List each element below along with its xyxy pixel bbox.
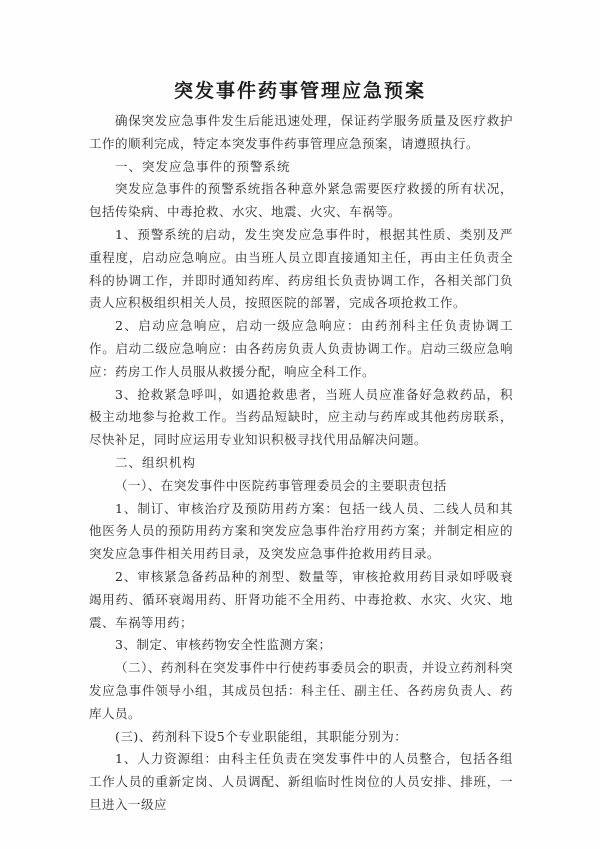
paragraph: 2、启动应急响应，启动一级应急响应：由药剂科主任负责协调工作。启动二级应急响应：由各药房负责人负责协调工作。启动三级应急响应：药房工作人员服从救援分配，响应全科工作。 [89,318,513,379]
document-title: 突发事件药事管理应急预案 [173,80,426,102]
subsection-heading: (三)、药剂科下设5个专业职能组，其职能分别为： [115,728,408,744]
intro-paragraph: 确保突发应急事件发生后能迅速处理，保证药学服务质量及医疗救护工作的顺利完成，特定本突发事件药事管理应急预案，请遵照执行。 [89,113,513,151]
paragraph: 突发应急事件的预警系统指各种意外紧急需要医疗救援的所有状况，包括传染病、中毒抢救、水灾、地震、火灾、车祸等。 [89,181,513,220]
paragraph: 3、抢救紧急呼叫，如遇抢救患者，当班人员应准备好急救药品，积极主动地参与抢救工作。当药品短缺时，应主动与药库或其他药房联系，尽快补足，同时应运用专业知识积极寻找代用品解决问题。 [89,386,513,448]
paragraph: 1、人力资源组：由科主任负责在突发事件中的人员整合，包括各组工作人员的重新定岗、人员调配、新组临时性岗位的人员安排、排班，一旦进入一级应 [89,751,513,812]
paragraph: 1、制订、审核治疗及预防用药方案：包括一线人员、二线人员和其他医务人员的预防用药方案和突发应急事件治疗用药方案；并制定相应的突发应急事件相关用药目录，及突发应急事件抢救用药目录。 [89,500,513,562]
document-body [89,110,513,817]
section-heading-1: 一、突发应急事件的预警系统 [115,158,291,174]
subsection-heading: （一）、在突发事件中医院药事管理委员会的主要职责包括 [115,477,447,493]
paragraph: （二）、药剂科在突发事件中行使药事委员会的职责，并设立药剂科突发应急事件领导小组，其成员包括：科主任、副主任、各药房负责人、药库人员。 [89,660,513,721]
paragraph: 1、预警系统的启动，发生突发应急事件时，根据其性质、类别及严重程度，启动应急响应。由当班人员立即直接通知主任，再由主任负责全科的协调工作，并即时通知药库、药房组长负责协调工作，各相关部门负责人应积极组织相关人员，按照医院的部署，完成各项抢救工作。 [89,226,513,311]
paragraph: 3、制定、审核药物安全性监测方案； [115,637,332,653]
section-heading-2: 二、组织机构 [115,454,197,470]
paragraph: 2、审核紧急备药品种的剂型、数量等，审核抢救用药目录如呼吸衰竭用药、循环衰竭用药、肝肾功能不全用药、中毒抢救、水灾、火灾、地震、车祸等用药； [89,568,513,630]
